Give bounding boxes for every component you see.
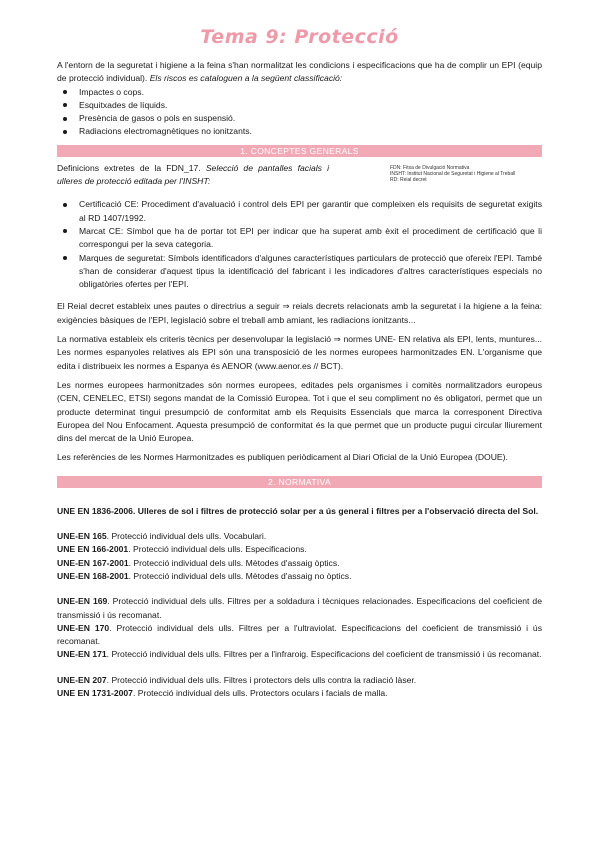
list-item: Esquitxades de líquids.	[79, 99, 542, 112]
standard-description: . Protecció individual dels ulls. Protectors oculars i facials de malla.	[132, 687, 388, 698]
standard-code: UNE EN 1731-2007	[57, 687, 133, 698]
standard-description: . Protecció individual dels ulls. Filtres per a l'infraroig. Especificacions del coeficient de transmissió i ús recomanat.	[106, 649, 542, 660]
standards-list	[57, 505, 542, 701]
standard-description: . Protecció individual dels ulls. Filtres per a soldadura i tècniques relacionades. Especificacions del coeficient de transmissió i ús recomanat.	[57, 596, 542, 620]
paragraph: Les normes europees harmonitzades són normes europees, editades pels organismes i comitès normalitzadors europeus (CEN, CENELEC, ETSI) segons mandat de la Comissió Europea. Tot i que el seu compliment no és obligatori, permet que un producte determinat tingui presumpció de conformitat amb els Requisits Essencials que marca la corresponent Directiva Europea del Nou Enfocament. Aquesta presumpció de conformitat és la que permet que un producte pugui circular lliurement dins del mercat de la Unió Europea.	[57, 379, 542, 444]
standards-group	[57, 674, 542, 701]
standard-description: . Protecció individual dels ulls. Filtres per a l'ultraviolat. Especificacions del coeficient de transmissió i ús recomanat.	[57, 622, 543, 647]
abbreviations-note	[390, 165, 550, 183]
section-heading: 2. NORMATIVA	[57, 476, 542, 488]
definitions-intro	[57, 162, 542, 189]
list-item: Certificació CE: Procediment d'avaluació i control dels EPI per garantir que compleixen els requisits de seguretat exigits al RD 1407/1992.	[79, 198, 542, 225]
standard-code: UNE EN 1836-2006	[57, 505, 133, 516]
list-item: Impactes o cops.	[79, 86, 542, 99]
standard-item	[57, 557, 542, 570]
standards-group	[57, 595, 542, 661]
standards-group	[57, 505, 542, 518]
standard-code: UNE-EN 171	[57, 649, 107, 660]
abbreviation: RD: Reial decret	[390, 176, 427, 183]
page-title: Tema 9: Protecció	[200, 26, 399, 48]
standard-description: . Protecció individual dels ulls. Vocabulari.	[106, 531, 267, 542]
paragraph: La normativa estableix els criteris tècnics per desenvolupar la legislació ⇒ normes UNE- EN relativa als EPI, lents, muntures... Les normes espanyoles relatives als EPI són una transposició de les normes europees harmonitzades EN. L'organisme que edita i distribueix les normes a Espanya és AENOR (www.aenor.es // BCT).	[57, 334, 542, 371]
definitions-text	[57, 162, 329, 189]
intro-text: A l'entorn de la seguretat i higiene a la feina s'han normalitzat les condicions i especificacions que ha de complir un EPI (equip de protecció individual).	[57, 60, 542, 84]
abbreviation: FDN: Fitxa de Divulgació Normativa	[390, 164, 470, 171]
standard-description: . Ulleres de sol i filtres de protecció solar per a ús general i filtres per a l'observació directa del Sol.	[132, 505, 539, 516]
standard-description: . Protecció individual dels ulls. Filtres i protectors dels ulls contra la radiació làser.	[106, 674, 417, 685]
definitions-title: Selecció de pantalles facials i ulleres de protecció editada per l'INSHT:	[57, 162, 329, 187]
standard-item	[57, 530, 542, 543]
standard-code: UNE-EN 167-2001	[57, 557, 129, 568]
standard-item	[57, 674, 542, 687]
intro-paragraph	[57, 59, 542, 86]
section-heading: 1. CONCEPTES GENERALS	[57, 145, 542, 157]
standard-item	[57, 505, 542, 518]
standard-item	[57, 543, 542, 556]
standard-code: UNE-EN 168-2001	[57, 570, 129, 581]
standard-code: UNE-EN 207	[57, 674, 107, 685]
standard-item	[57, 622, 542, 649]
standard-description: . Protecció individual dels ulls. Especificacions.	[128, 544, 307, 555]
paragraph: El Reial decret estableix unes pautes o directrius a seguir ⇒ reials decrets relacionats amb la seguretat i la higiene a la feina: exigències bàsiques de l'EPI, legislació sobre el treball amb amiant, les radiacions ionitzants...	[57, 301, 542, 325]
standard-code: UNE-EN 170	[57, 622, 110, 633]
standard-description: . Protecció individual dels ulls. Mètodes d'assaig no òptics.	[128, 570, 352, 581]
intro-text-italic: Els riscos es cataloguen a la següent classificació:	[149, 73, 343, 84]
risk-list	[57, 86, 542, 139]
paragraph: Les referències de les Normes Harmonitzades es publiquen periòdicament al Diari Oficial de la Unió Europea (DOUE).	[57, 452, 508, 463]
standard-code: UNE-EN 169	[57, 596, 108, 607]
abbreviation: INSHT: Institut Nacional de Seguretat i Higiene al Treball	[390, 170, 516, 177]
standards-group	[57, 530, 542, 583]
standard-item	[57, 648, 542, 661]
standard-item	[57, 595, 542, 622]
list-item: Radiacions electromagnètiques no ionitzants.	[79, 125, 542, 138]
definitions-source: Definicions extretes de la FDN_17.	[57, 162, 206, 173]
standard-item	[57, 687, 542, 700]
list-item: Marques de seguretat: Símbols identificadors d'algunes característiques particulars de protecció que ofereix l'EPI. També s'han de considerar d'aquest tipus la identificació del fabricant i les indicadores d'altres característiques especials no obligatòries ofertes per l'EPI.	[79, 252, 542, 292]
standard-code: UNE EN 166-2001	[57, 544, 129, 555]
standard-item	[57, 570, 542, 583]
list-item: Presència de gasos o pols en suspensió.	[79, 112, 542, 125]
standard-description: . Protecció individual dels ulls. Mètodes d'assaig òptics.	[128, 557, 340, 568]
definitions-list	[57, 198, 542, 291]
standard-code: UNE-EN 165	[57, 531, 107, 542]
list-item: Marcat CE: Símbol que ha de portar tot EPI per indicar que ha superat amb èxit el procediment de certificació que li correspongui per la seva categoria.	[79, 225, 542, 252]
